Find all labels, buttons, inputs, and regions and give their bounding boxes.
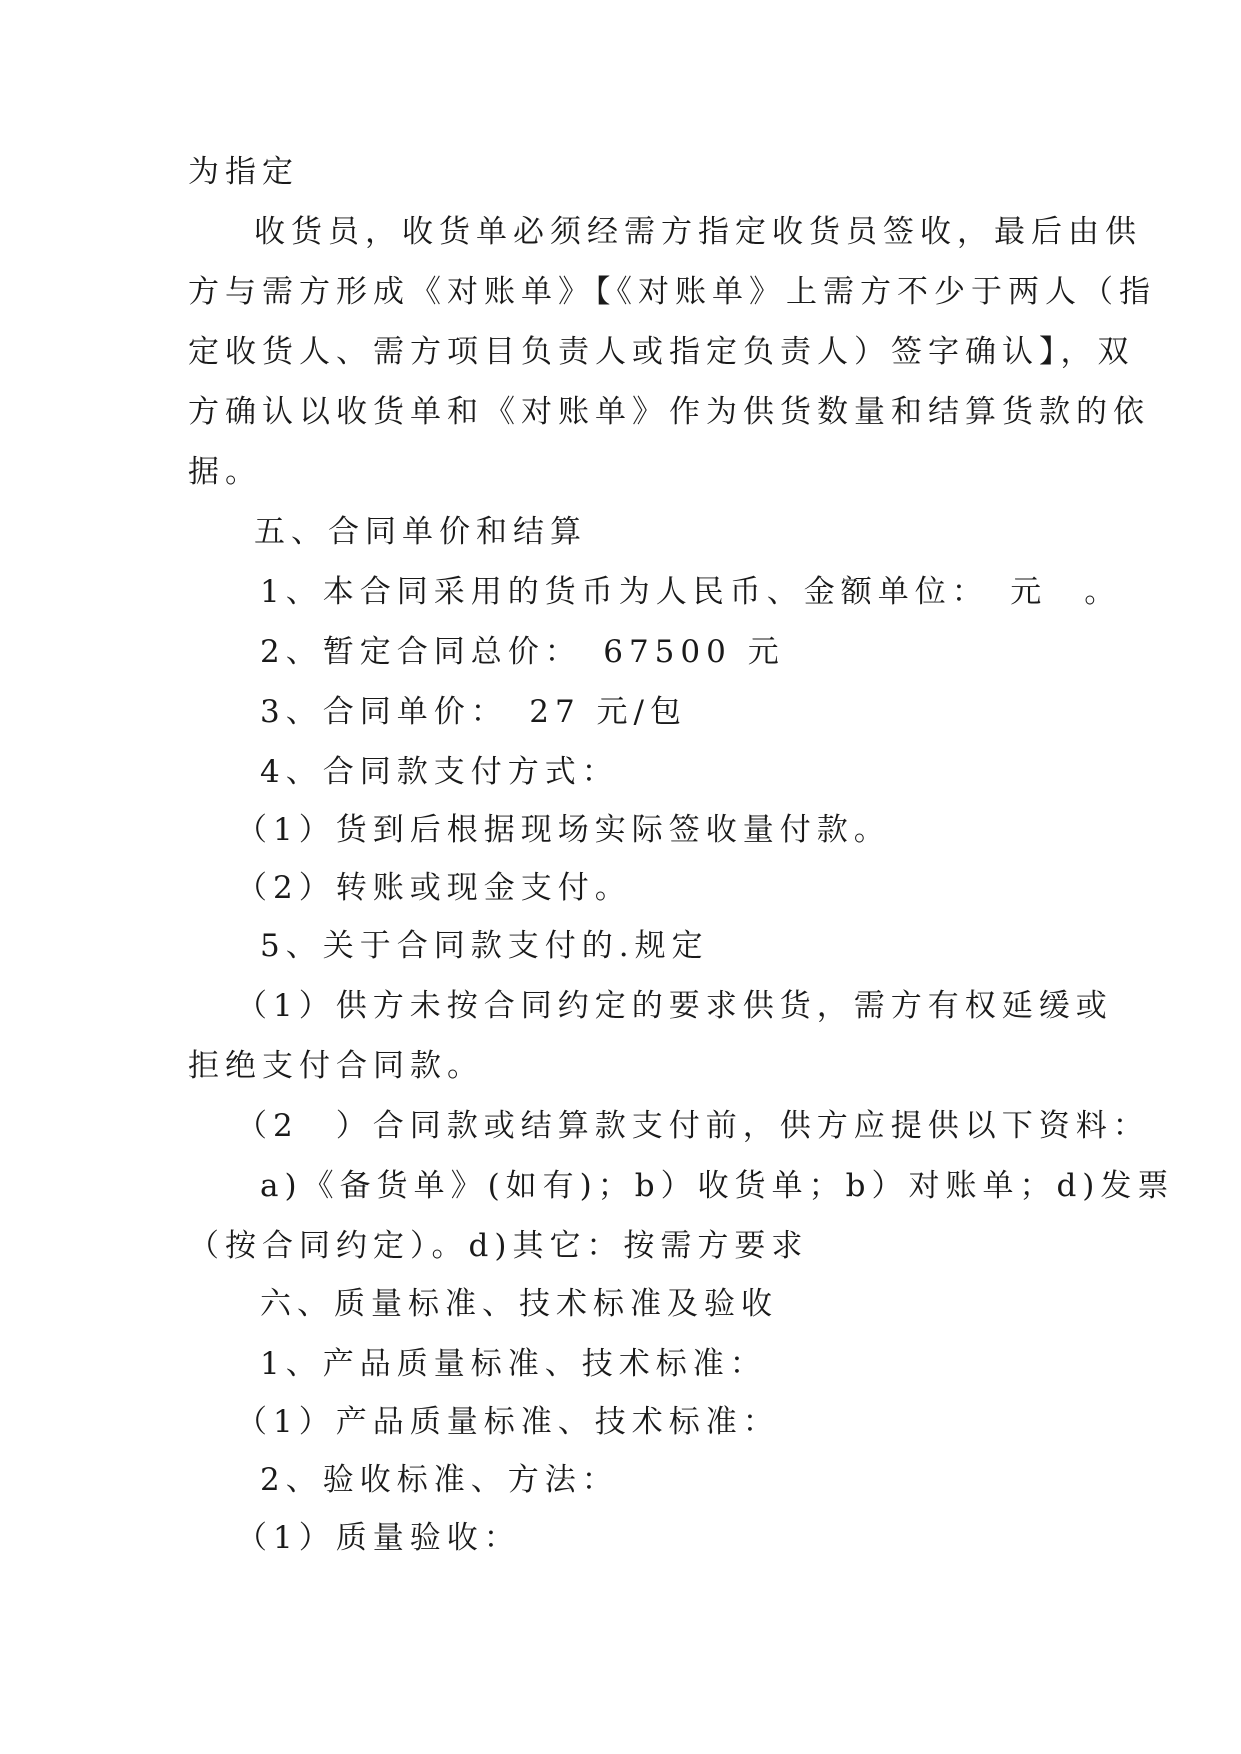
text-line: （1）货到后根据现场实际签收量付款。: [236, 812, 891, 848]
text-line: 1、本合同采用的货币为人民币、金额单位： 元 。: [260, 574, 1122, 610]
text-line: 2、暂定合同总价： 67500 元: [260, 634, 785, 670]
text-line: （1）质量验收：: [236, 1520, 521, 1556]
text-line: （2 ）合同款或结算款支付前，供方应提供以下资料：: [236, 1108, 1150, 1144]
text-line: 1、产品质量标准、技术标准：: [260, 1346, 767, 1382]
text-line: 收货员，收货单必须经需方指定收货员签收，最后由供: [254, 214, 1142, 250]
text-line: 方与需方形成《对账单》【《对账单》上需方不少于两人（指: [188, 274, 1156, 310]
text-line: 3、合同单价： 27 元/包: [260, 694, 687, 730]
text-line: 方确认以收货单和《对账单》作为供货数量和结算货款的依: [188, 394, 1150, 430]
text-line: （2）转账或现金支付。: [236, 870, 632, 906]
text-line: 定收货人、需方项目负责人或指定负责人）签字确认】，双: [188, 334, 1135, 370]
text-line: 据。: [188, 454, 262, 490]
text-line: 为指定: [188, 154, 299, 190]
text-line: （1）产品质量标准、技术标准：: [236, 1404, 780, 1440]
section-heading: 五、合同单价和结算: [254, 514, 587, 550]
text-line: （1）供方未按合同约定的要求供货，需方有权延缓或: [236, 988, 1113, 1024]
text-line: 4、合同款支付方式：: [260, 754, 619, 790]
text-line: 2、验收标准、方法：: [260, 1462, 619, 1498]
section-heading: 六、质量标准、技术标准及验收: [260, 1286, 778, 1322]
text-line: 拒绝支付合同款。: [188, 1048, 484, 1084]
text-line: （按合同约定）。d)其它：按需方要求: [188, 1228, 809, 1264]
text-line: a)《备货单》(如有)；b）收货单；b）对账单；d)发票: [260, 1168, 1175, 1204]
text-line: 5、关于合同款支付的.规定: [260, 928, 709, 964]
